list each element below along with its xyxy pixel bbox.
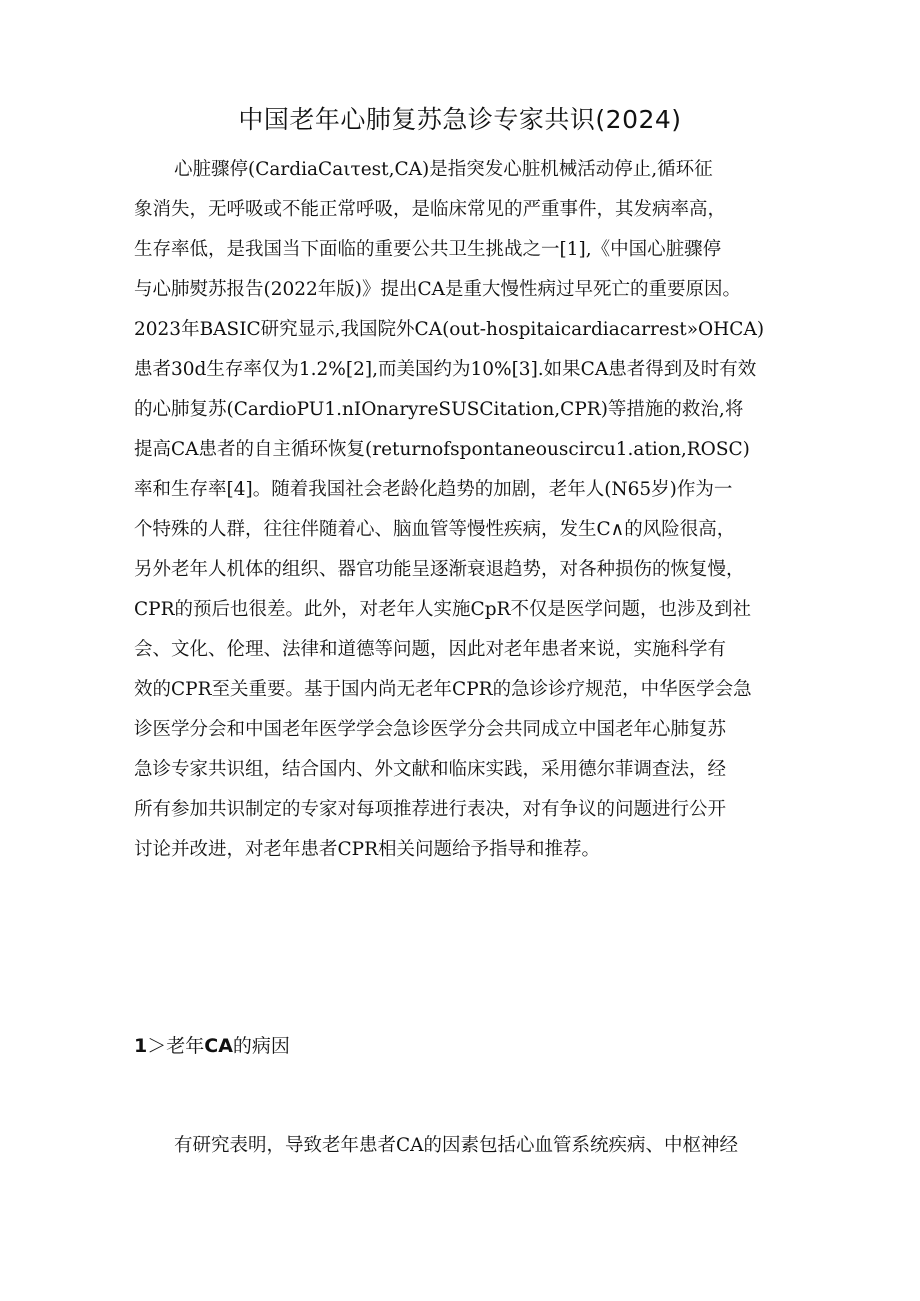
paragraph-line: 率和生存率[4]。随着我国社会老龄化趋势的加剧，老年人(N65岁)作为一 [134, 479, 733, 500]
paragraph-line: 诊医学分会和中国老年医学学会急诊医学分会共同成立中国老年心肺复苏 [134, 719, 727, 740]
section-heading-text: 老年 [166, 1035, 205, 1057]
paragraph-line: 会、文化、伦理、法律和道德等问题，因此对老年患者来说，实施科学有 [134, 639, 727, 660]
document-title: 中国老年心肺复苏急诊专家共识(2024) [238, 105, 682, 134]
paragraph-causes [134, 1126, 794, 1166]
section-number: 1 [134, 1035, 148, 1057]
paragraph-line: 个特殊的人群，往往伴随着心、脑血管等慢性疾病，发生C∧的风险很高， [134, 519, 736, 540]
paragraph-line: 患者30d生存率仅为1.2%[2],而美国约为10%[3].如果CA患者得到及时有效 [134, 359, 757, 380]
paragraph-line: 生存率低，是我国当下面临的重要公共卫生挑战之一[1],《中国心脏骤停 [134, 239, 722, 260]
paragraph-line: 有研究表明，导致老年患者CA的因素包括心血管系统疾病、中枢神经 [174, 1135, 739, 1156]
paragraph-line: 象消失，无呼吸或不能正常呼吸，是临床常见的严重事件，其发病率高， [134, 199, 727, 220]
paragraph-intro [134, 150, 794, 870]
paragraph-line: 2023年BASIC研究显示,我国院外CA(out-hospitaicardiacarrest»OHCA) [134, 319, 765, 340]
paragraph-line: 效的CPR至关重要。基于国内尚无老年CPR的急诊诊疗规范，中华医学会急 [134, 679, 752, 700]
section-heading [134, 1026, 290, 1066]
paragraph-line: 讨论并改进，对老年患者CPR相关问题给予指导和推荐。 [134, 839, 601, 860]
section-separator: ＞ [147, 1035, 167, 1057]
paragraph-line: CPR的预后也很差。此外，对老年人实施CpR不仅是医学问题，也涉及到社 [134, 599, 751, 620]
paragraph-line: 急诊专家共识组，结合国内、外文献和临床实践，采用德尔菲调查法，经 [134, 759, 727, 780]
section-heading-abbr: CA [204, 1035, 233, 1057]
paragraph-line: 所有参加共识制定的专家对每项推荐进行表决，对有争议的问题进行公开 [134, 799, 727, 820]
paragraph-line: 提高CA患者的自主循环恢复(returnofspontaneouscircu1.ation,ROSC) [134, 439, 750, 460]
paragraph-line: 与心肺熨苏报告(2022年版)》提出CA是重大慢性病过早死亡的重要原因。 [134, 279, 742, 300]
paragraph-line: 的心肺复苏(CardioPU1.nIOnaryreSUSCitation,CPR)等措施的救治,将 [134, 399, 744, 420]
section-heading-text: 的病因 [232, 1035, 290, 1057]
paragraph-line: 心脏骤停(CardiaCaιτest,CA)是指突发心脏机械活动停止,循环征 [174, 159, 713, 180]
paragraph-line: 另外老年人机体的组织、器官功能呈逐渐衰退趋势，对各种损伤的恢复慢， [134, 559, 745, 580]
